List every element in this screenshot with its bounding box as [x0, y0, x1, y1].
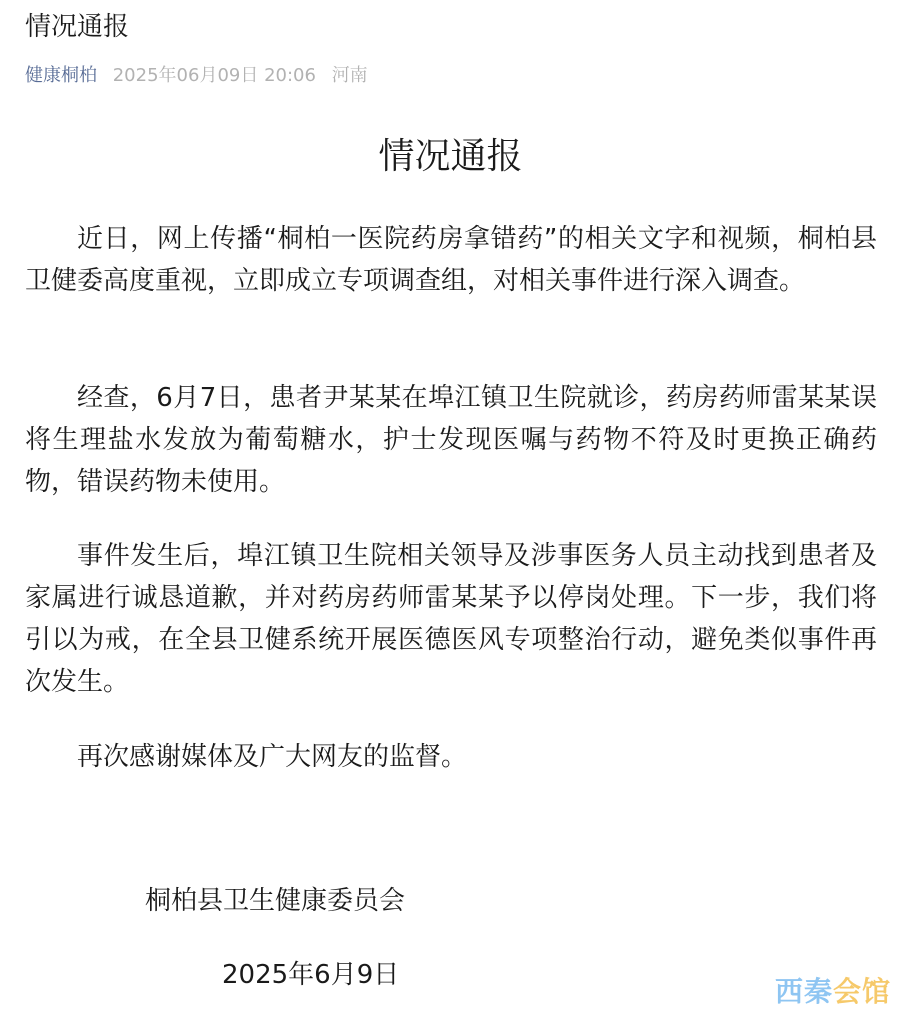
article-paragraph: 再次感谢媒体及广大网友的监督。: [77, 742, 468, 772]
publish-location: 河南: [331, 65, 368, 86]
article-meta: [25, 63, 368, 89]
account-name-link[interactable]: 健康桐柏: [25, 65, 97, 86]
watermark-text-part1: 西秦: [774, 975, 833, 1008]
article-paragraph: 经查，6月7日，患者尹某某在埠江镇卫生院就诊，药房药师雷某某误将生理盐水发放为葡萄糖水，护士发现医嘱与药物不符及时更换正确药物，错误药物未使用。: [25, 383, 877, 497]
article-paragraph: 近日，网上传播“桐柏一医院药房拿错药”的相关文字和视频，桐柏县卫健委高度重视，立即成立专项调查组，对相关事件进行深入调查。: [25, 224, 877, 296]
article-paragraph: 事件发生后，埠江镇卫生院相关领导及涉事医务人员主动找到患者及家属进行诚恳道歉，并对药房药师雷某某予以停岗处理。下一步，我们将引以为戒，在全县卫健系统开展医德医风专项整治行动，避免类似事件再次发生。: [25, 541, 877, 697]
watermark-logo: [775, 975, 891, 1009]
page-title: 情况通报: [25, 12, 130, 42]
signature-organization: 桐柏县卫生健康委员会: [145, 886, 406, 916]
watermark-text-part2: 会馆: [832, 975, 891, 1008]
publish-time: 2025年06月09日 20:06: [112, 65, 316, 86]
signature-date: 2025年6月9日: [222, 960, 400, 990]
article-heading: 情况通报: [378, 136, 523, 177]
